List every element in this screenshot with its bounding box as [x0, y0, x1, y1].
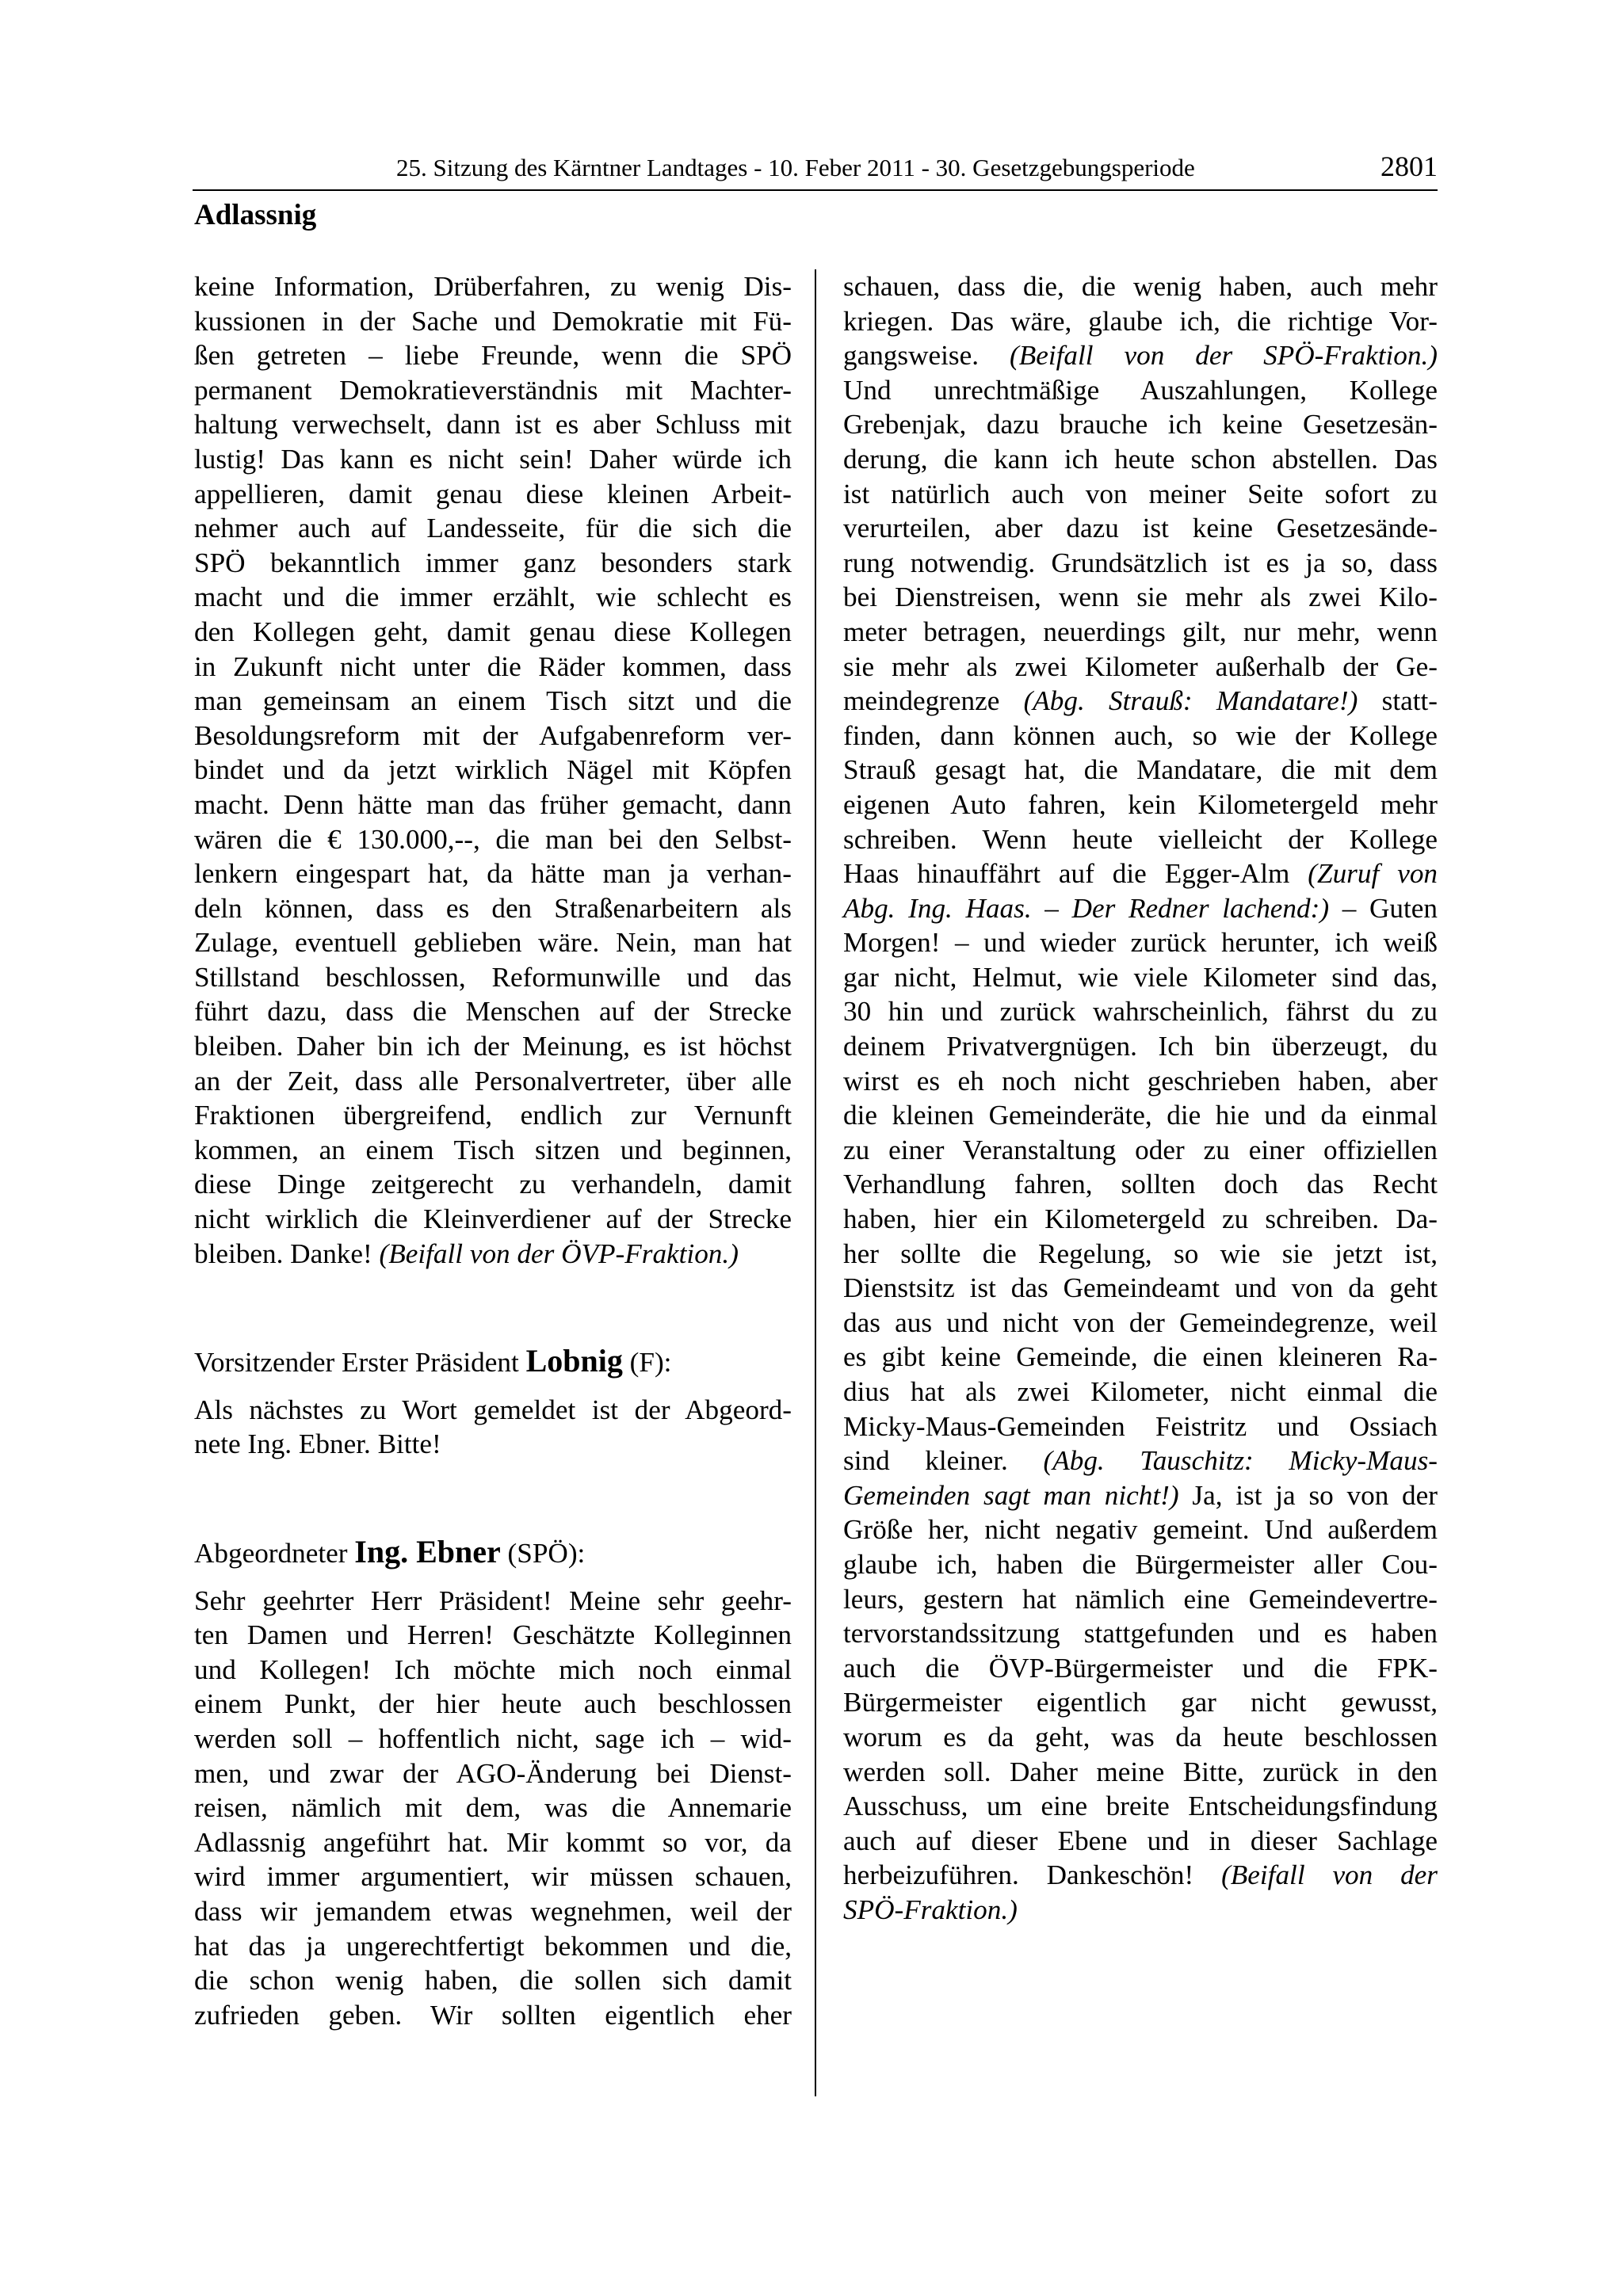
text-line: wird immer argumentiert, wir müssen schauen, — [194, 1861, 792, 1893]
text-line: die schon wenig haben, die sollen sich damit — [194, 1965, 792, 1997]
text-line: verurteilen, aber dazu ist keine Gesetzesände- — [843, 513, 1438, 544]
speaker-intro-president — [194, 1344, 792, 1380]
text-line: Grebenjak, dazu brauche ich keine Gesetzesän- — [843, 409, 1438, 441]
text-line: Fraktionen übergreifend, endlich zur Vernunft — [194, 1100, 792, 1131]
text-line: kommen, an einem Tisch sitzen und beginnen, — [194, 1134, 792, 1165]
paragraph-ebner — [194, 1584, 792, 2033]
text-line: zufrieden geben. Wir sollten eigentlich eher — [194, 1999, 792, 2031]
text-span: gangsweise. — [843, 340, 1010, 372]
text-line: Strauß gesagt hat, die Mandatare, die mit dem — [843, 754, 1438, 786]
paragraph-adlassnig-continuation — [194, 269, 792, 1237]
text-line: zu einer Veranstaltung oder zu einer offiziellen — [843, 1134, 1438, 1165]
text-line: Verhandlung fahren, sollten doch das Recht — [843, 1169, 1438, 1200]
interjection: Abg. Ing. Haas. – Der Redner lachend:) — [843, 892, 1330, 924]
text-line: gar nicht, Helmut, wie viele Kilometer sind das, — [843, 961, 1438, 993]
paragraph-president — [194, 1393, 792, 1462]
text-line: das aus und nicht von der Gemeindegrenze, weil — [843, 1306, 1438, 1338]
text-line: men, und zwar der AGO-Änderung bei Dienst- — [194, 1757, 792, 1789]
right-column — [843, 269, 1438, 1928]
text-line — [843, 856, 1438, 891]
text-line: führt dazu, dass die Menschen auf der Strecke — [194, 996, 792, 1028]
text-line: Bürgermeister eigentlich gar nicht gewusst, — [843, 1687, 1438, 1718]
applause-note: (Beifall von der ÖVP-Fraktion.) — [379, 1238, 739, 1269]
text-span: Ja, ist ja so von der — [1178, 1479, 1438, 1511]
text-line: leurs, gestern hat nämlich eine Gemeindevertre- — [843, 1583, 1438, 1615]
text-span: statt- — [1358, 685, 1438, 717]
text-line: keine Information, Drüberfahren, zu wenig Dis- — [194, 271, 792, 302]
text-line — [843, 1444, 1438, 1478]
speaker-role: Abgeordneter — [194, 1538, 355, 1569]
text-line: es gibt keine Gemeinde, die einen kleineren Ra- — [843, 1341, 1438, 1373]
text-line: auch auf dieser Ebene und in dieser Sachlage — [843, 1825, 1438, 1856]
speaker-name: Ing. Ebner — [354, 1534, 501, 1569]
text-line: macht. Denn hätte man das früher gemacht, dann — [194, 788, 792, 820]
text-line: dass wir jemandem etwas wegnehmen, weil der — [194, 1895, 792, 1927]
text-line: deinem Privatvergnügen. Ich bin überzeugt, du — [843, 1031, 1438, 1062]
text-line: nehmer auch auf Landesseite, für die sich die — [194, 513, 792, 544]
text-line: haben, hier ein Kilometergeld zu schreiben. Da- — [843, 1203, 1438, 1235]
text-line: Zulage, eventuell geblieben wäre. Nein, man hat — [194, 927, 792, 959]
text-line: eigenen Auto fahren, kein Kilometergeld mehr — [843, 788, 1438, 820]
text-line: finden, dann können auch, so wie der Kollege — [843, 719, 1438, 751]
text-line: kriegen. Das wäre, glaube ich, die richtige Vor- — [843, 305, 1438, 337]
page-header: 25. Sitzung des Kärntner Landtages - 10. Feber 2011 - 30. Gesetzgebungsperiode — [396, 154, 1195, 181]
text-span: herbeizuführen. Dankeschön! — [843, 1859, 1222, 1891]
text-line: Ausschuss, um eine breite Entscheidungsfindung — [843, 1791, 1438, 1822]
speaker-name: Lobnig — [525, 1343, 623, 1379]
text-line: bei Dienstreisen, wenn sie mehr als zwei Kilo- — [843, 582, 1438, 613]
text-line: schreiben. Wenn heute vielleicht der Kollege — [843, 823, 1438, 855]
text-line: macht und die immer erzählt, wie schlecht es — [194, 582, 792, 613]
text-line: und Kollegen! Ich möchte mich noch einmal — [194, 1653, 792, 1685]
text-line: worum es da geht, was da heute beschlossen — [843, 1721, 1438, 1753]
text-line — [843, 1893, 1438, 1928]
text-line: kussionen in der Sache und Demokratie mit Fü- — [194, 305, 792, 337]
text-span: sind kleiner. — [843, 1445, 1044, 1477]
text-span: Haas hinauffährt auf die Egger-Alm — [843, 858, 1308, 890]
text-line — [194, 1344, 792, 1380]
text-line: sie mehr als zwei Kilometer außerhalb der Ge- — [843, 650, 1438, 682]
speaker-intro-ebner — [194, 1535, 792, 1571]
text-line — [194, 1535, 792, 1571]
text-line: Adlassnig angeführt hat. Mir kommt so vor, da — [194, 1826, 792, 1858]
text-span: bleiben. Danke! — [194, 1238, 380, 1269]
text-line: den Kollegen geht, damit genau diese Kollegen — [194, 616, 792, 647]
text-line: lustig! Das kann es nicht sein! Daher würde ich — [194, 443, 792, 475]
applause-note: SPÖ-Fraktion.) — [843, 1894, 1018, 1925]
text-line: Stillstand beschlossen, Reformunwille und das — [194, 961, 792, 993]
text-line: her sollte die Regelung, so wie sie jetzt ist, — [843, 1238, 1438, 1269]
paragraph-ebner-continuation — [843, 269, 1438, 1928]
text-line: auch die ÖVP-Bürgermeister und die FPK- — [843, 1652, 1438, 1684]
text-line: bindet und da jetzt wirklich Nägel mit Köpfen — [194, 754, 792, 786]
text-line — [843, 684, 1438, 719]
text-line: man gemeinsam an einem Tisch sitzt und die — [194, 685, 792, 717]
interjection: (Abg. Tauschitz: Micky-Maus- — [1043, 1445, 1438, 1477]
text-line — [194, 1237, 792, 1272]
text-line: tervorstandssitzung stattgefunden und es haben — [843, 1618, 1438, 1650]
applause-note: (Beifall von der — [1221, 1859, 1438, 1891]
text-line: hat das ja ungerechtfertigt bekommen und die, — [194, 1930, 792, 1962]
text-line: Als nächstes zu Wort gemeldet ist der Abgeord- — [194, 1394, 792, 1425]
text-line: schauen, dass die, die wenig haben, auch mehr — [843, 271, 1438, 302]
text-line: Micky-Maus-Gemeinden Feistritz und Ossiach — [843, 1410, 1438, 1442]
speaker-role: Vorsitzender Erster Präsident — [194, 1347, 526, 1379]
interjection: (Abg. Strauß: Mandatare!) — [1023, 685, 1358, 717]
text-line: werden soll – hoffentlich nicht, sage ich – wid- — [194, 1722, 792, 1754]
text-span: – Guten — [1329, 892, 1438, 924]
text-line: einem Punkt, der hier heute auch beschlossen — [194, 1688, 792, 1720]
header-rule — [193, 189, 1438, 191]
text-line: Dienstsitz ist das Gemeindeamt und von da geht — [843, 1272, 1438, 1304]
text-line — [843, 1858, 1438, 1893]
text-line — [843, 338, 1438, 373]
text-line: ten Damen und Herren! Geschätzte Kolleginnen — [194, 1619, 792, 1651]
text-line: ist natürlich auch von meiner Seite sofort zu — [843, 478, 1438, 509]
text-line — [843, 1478, 1438, 1513]
text-line: diese Dinge zeitgerecht zu verhandeln, damit — [194, 1169, 792, 1200]
text-line: Und unrechtmäßige Auszahlungen, Kollege — [843, 374, 1438, 406]
text-line: werden soll. Daher meine Bitte, zurück in den — [843, 1756, 1438, 1787]
text-line: ßen getreten – liebe Freunde, wenn die SPÖ — [194, 340, 792, 372]
text-line — [843, 891, 1438, 926]
interjection: (Zuruf von — [1308, 858, 1438, 890]
left-column — [194, 269, 792, 2032]
speaker-party: (SPÖ): — [500, 1538, 586, 1569]
column-divider — [815, 269, 816, 2096]
text-line: nete Ing. Ebner. Bitte! — [194, 1428, 441, 1460]
interjection: Gemeinden sagt man nicht!) — [843, 1479, 1179, 1511]
text-line: 30 hin und zurück wahrscheinlich, fährst du zu — [843, 996, 1438, 1028]
text-line: Sehr geehrter Herr Präsident! Meine sehr geehr- — [194, 1585, 792, 1616]
text-line: dius hat als zwei Kilometer, nicht einmal die — [843, 1376, 1438, 1407]
text-line: permanent Demokratieverständnis mit Machter- — [194, 374, 792, 406]
running-speaker-name: Adlassnig — [194, 199, 317, 231]
applause-note: (Beifall von der SPÖ-Fraktion.) — [1009, 340, 1438, 372]
text-line: Besoldungsreform mit der Aufgabenreform ver- — [194, 719, 792, 751]
text-line: derung, die kann ich heute schon abstellen. Das — [843, 443, 1438, 475]
text-line: lenkern eingespart hat, da hätte man ja verhan- — [194, 858, 792, 890]
text-line: die kleinen Gemeinderäte, die hie und da einmal — [843, 1100, 1438, 1131]
text-line: appellieren, damit genau diese kleinen Arbeit- — [194, 478, 792, 509]
text-line: reisen, nämlich mit dem, was die Annemarie — [194, 1792, 792, 1824]
text-line: haltung verwechselt, dann ist es aber Schluss mit — [194, 409, 792, 441]
text-line: SPÖ bekanntlich immer ganz besonders stark — [194, 547, 792, 578]
text-line: wären die € 130.000,--, die man bei den Selbst- — [194, 823, 792, 855]
text-line: nicht wirklich die Kleinverdiener auf der Strecke — [194, 1203, 792, 1235]
text-line: Größe her, nicht negativ gemeint. Und außerdem — [843, 1514, 1438, 1546]
text-line: glaube ich, haben die Bürgermeister aller Cou- — [843, 1548, 1438, 1580]
text-line: wirst es eh noch nicht geschrieben haben, aber — [843, 1065, 1438, 1097]
text-line: in Zukunft nicht unter die Räder kommen, dass — [194, 650, 792, 682]
text-span: meindegrenze — [843, 685, 1024, 717]
paragraph-adlassnig-last — [194, 1237, 792, 1272]
text-line: meter betragen, neuerdings gilt, nur mehr, wenn — [843, 616, 1438, 647]
text-line: rung notwendig. Grundsätzlich ist es ja so, dass — [843, 547, 1438, 578]
speaker-party: (F): — [622, 1347, 672, 1379]
text-line: Morgen! – und wieder zurück herunter, ich weiß — [843, 927, 1438, 959]
text-line: bleiben. Daher bin ich der Meinung, es ist höchst — [194, 1031, 792, 1062]
page-number: 2801 — [1381, 151, 1438, 182]
text-line: an der Zeit, dass alle Personalvertreter, über alle — [194, 1065, 792, 1097]
text-line: deln können, dass es den Straßenarbeitern als — [194, 892, 792, 924]
